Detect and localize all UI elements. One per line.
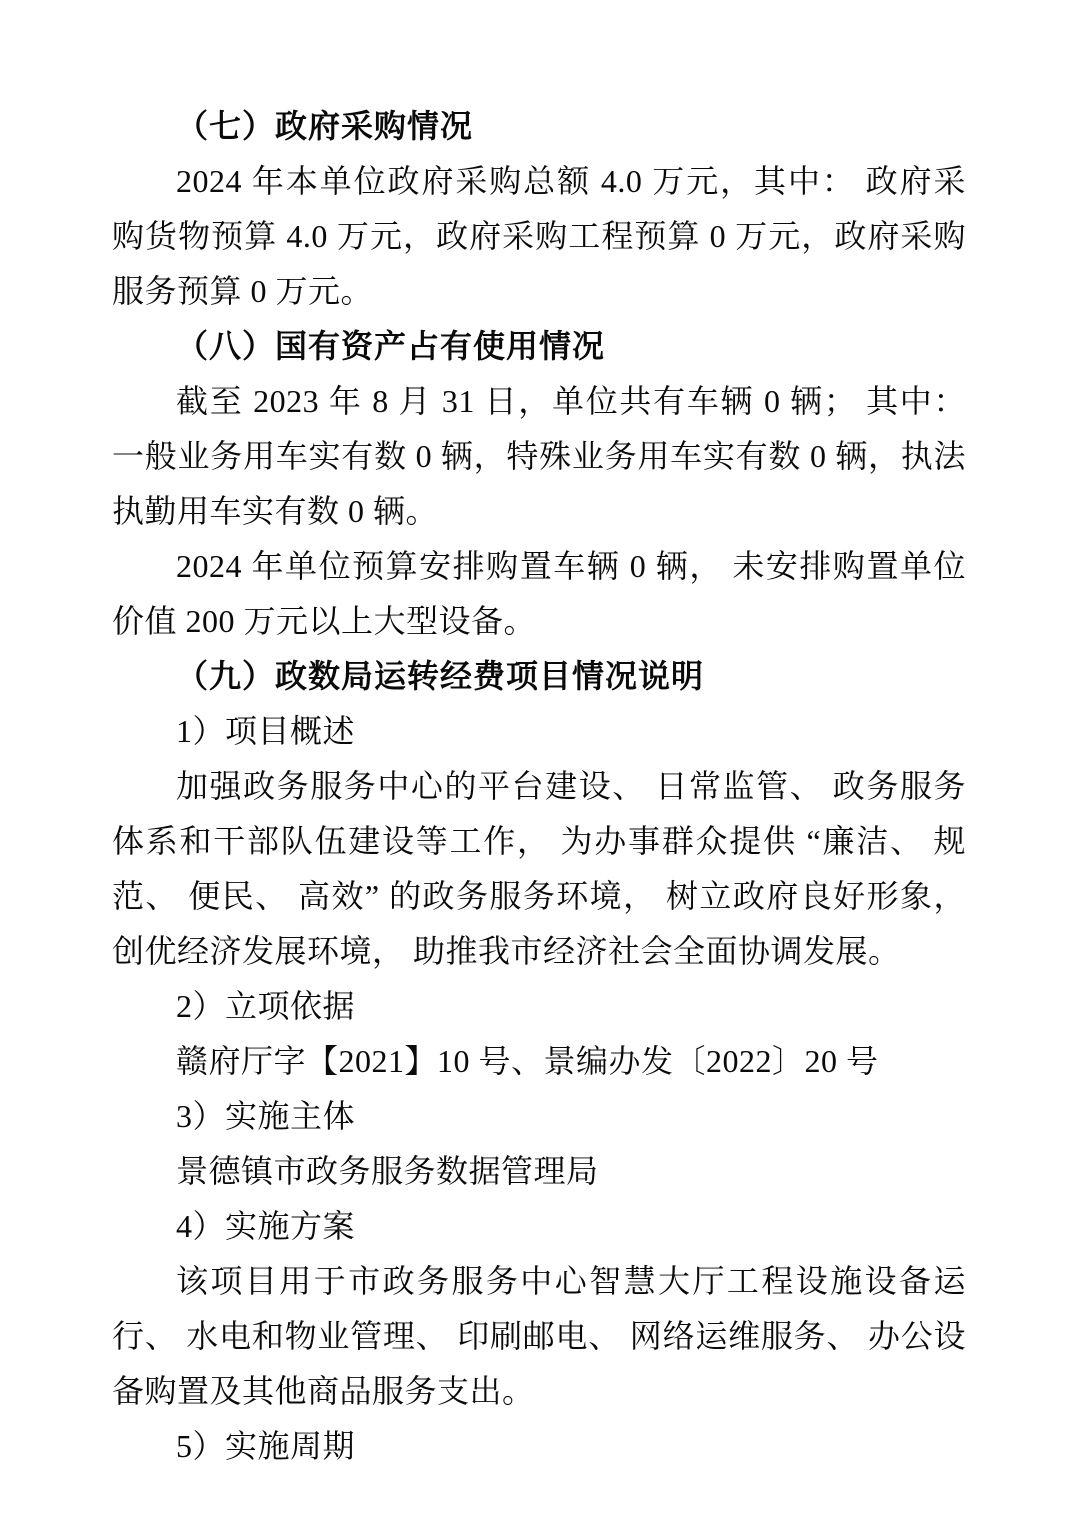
subheading-implementation-plan: 4）实施方案 xyxy=(176,1208,356,1244)
subheading-implementation-period: 5）实施周期 xyxy=(176,1428,356,1464)
paragraph-implementing-body: 景德镇市政务服务数据管理局 xyxy=(176,1153,599,1189)
paragraph-vehicles-current: 截至 2023 年 8 月 31 日，单位共有车辆 0 辆； 其中： 一般业务用车实有数 0 辆，特殊业务用车实有数 0 辆，执法执勤用车实有数 0 辆。 xyxy=(112,383,966,529)
subheading-approval-basis: 2）立项依据 xyxy=(176,988,356,1024)
subheading-implementing-body: 3）实施主体 xyxy=(176,1098,356,1134)
paragraph-approval-basis: 赣府厅字【2021】10 号、景编办发〔2022〕20 号 xyxy=(176,1043,879,1079)
section-heading-9: （九）政数局运转经费项目情况说明 xyxy=(176,658,705,694)
section-heading-7: （七）政府采购情况 xyxy=(176,108,474,144)
paragraph-project-overview: 加强政务服务中心的平台建设、 日常监管、 政务服务体系和干部队伍建设等工作， 为办事群众提供 “廉洁、 规范、 便民、 高效” 的政务服务环境， 树立政府良好形象， 创优经济发展环境， 助推我市经济社会全面协调发展。 xyxy=(112,768,966,969)
paragraph-vehicles-budget: 2024 年单位预算安排购置车辆 0 辆， 未安排购置单位价值 200 万元以上大型设备。 xyxy=(112,548,966,639)
paragraph-procurement: 2024 年本单位政府采购总额 4.0 万元，其中： 政府采购货物预算 4.0 万元，政府采购工程预算 0 万元，政府采购服务预算 0 万元。 xyxy=(112,163,966,309)
subheading-project-overview: 1）项目概述 xyxy=(176,713,356,749)
paragraph-implementation-plan: 该项目用于市政务服务中心智慧大厅工程设施设备运行、 水电和物业管理、 印刷邮电、 网络运维服务、 办公设备购置及其他商品服务支出。 xyxy=(112,1263,966,1409)
section-heading-8: （八）国有资产占有使用情况 xyxy=(176,328,606,364)
